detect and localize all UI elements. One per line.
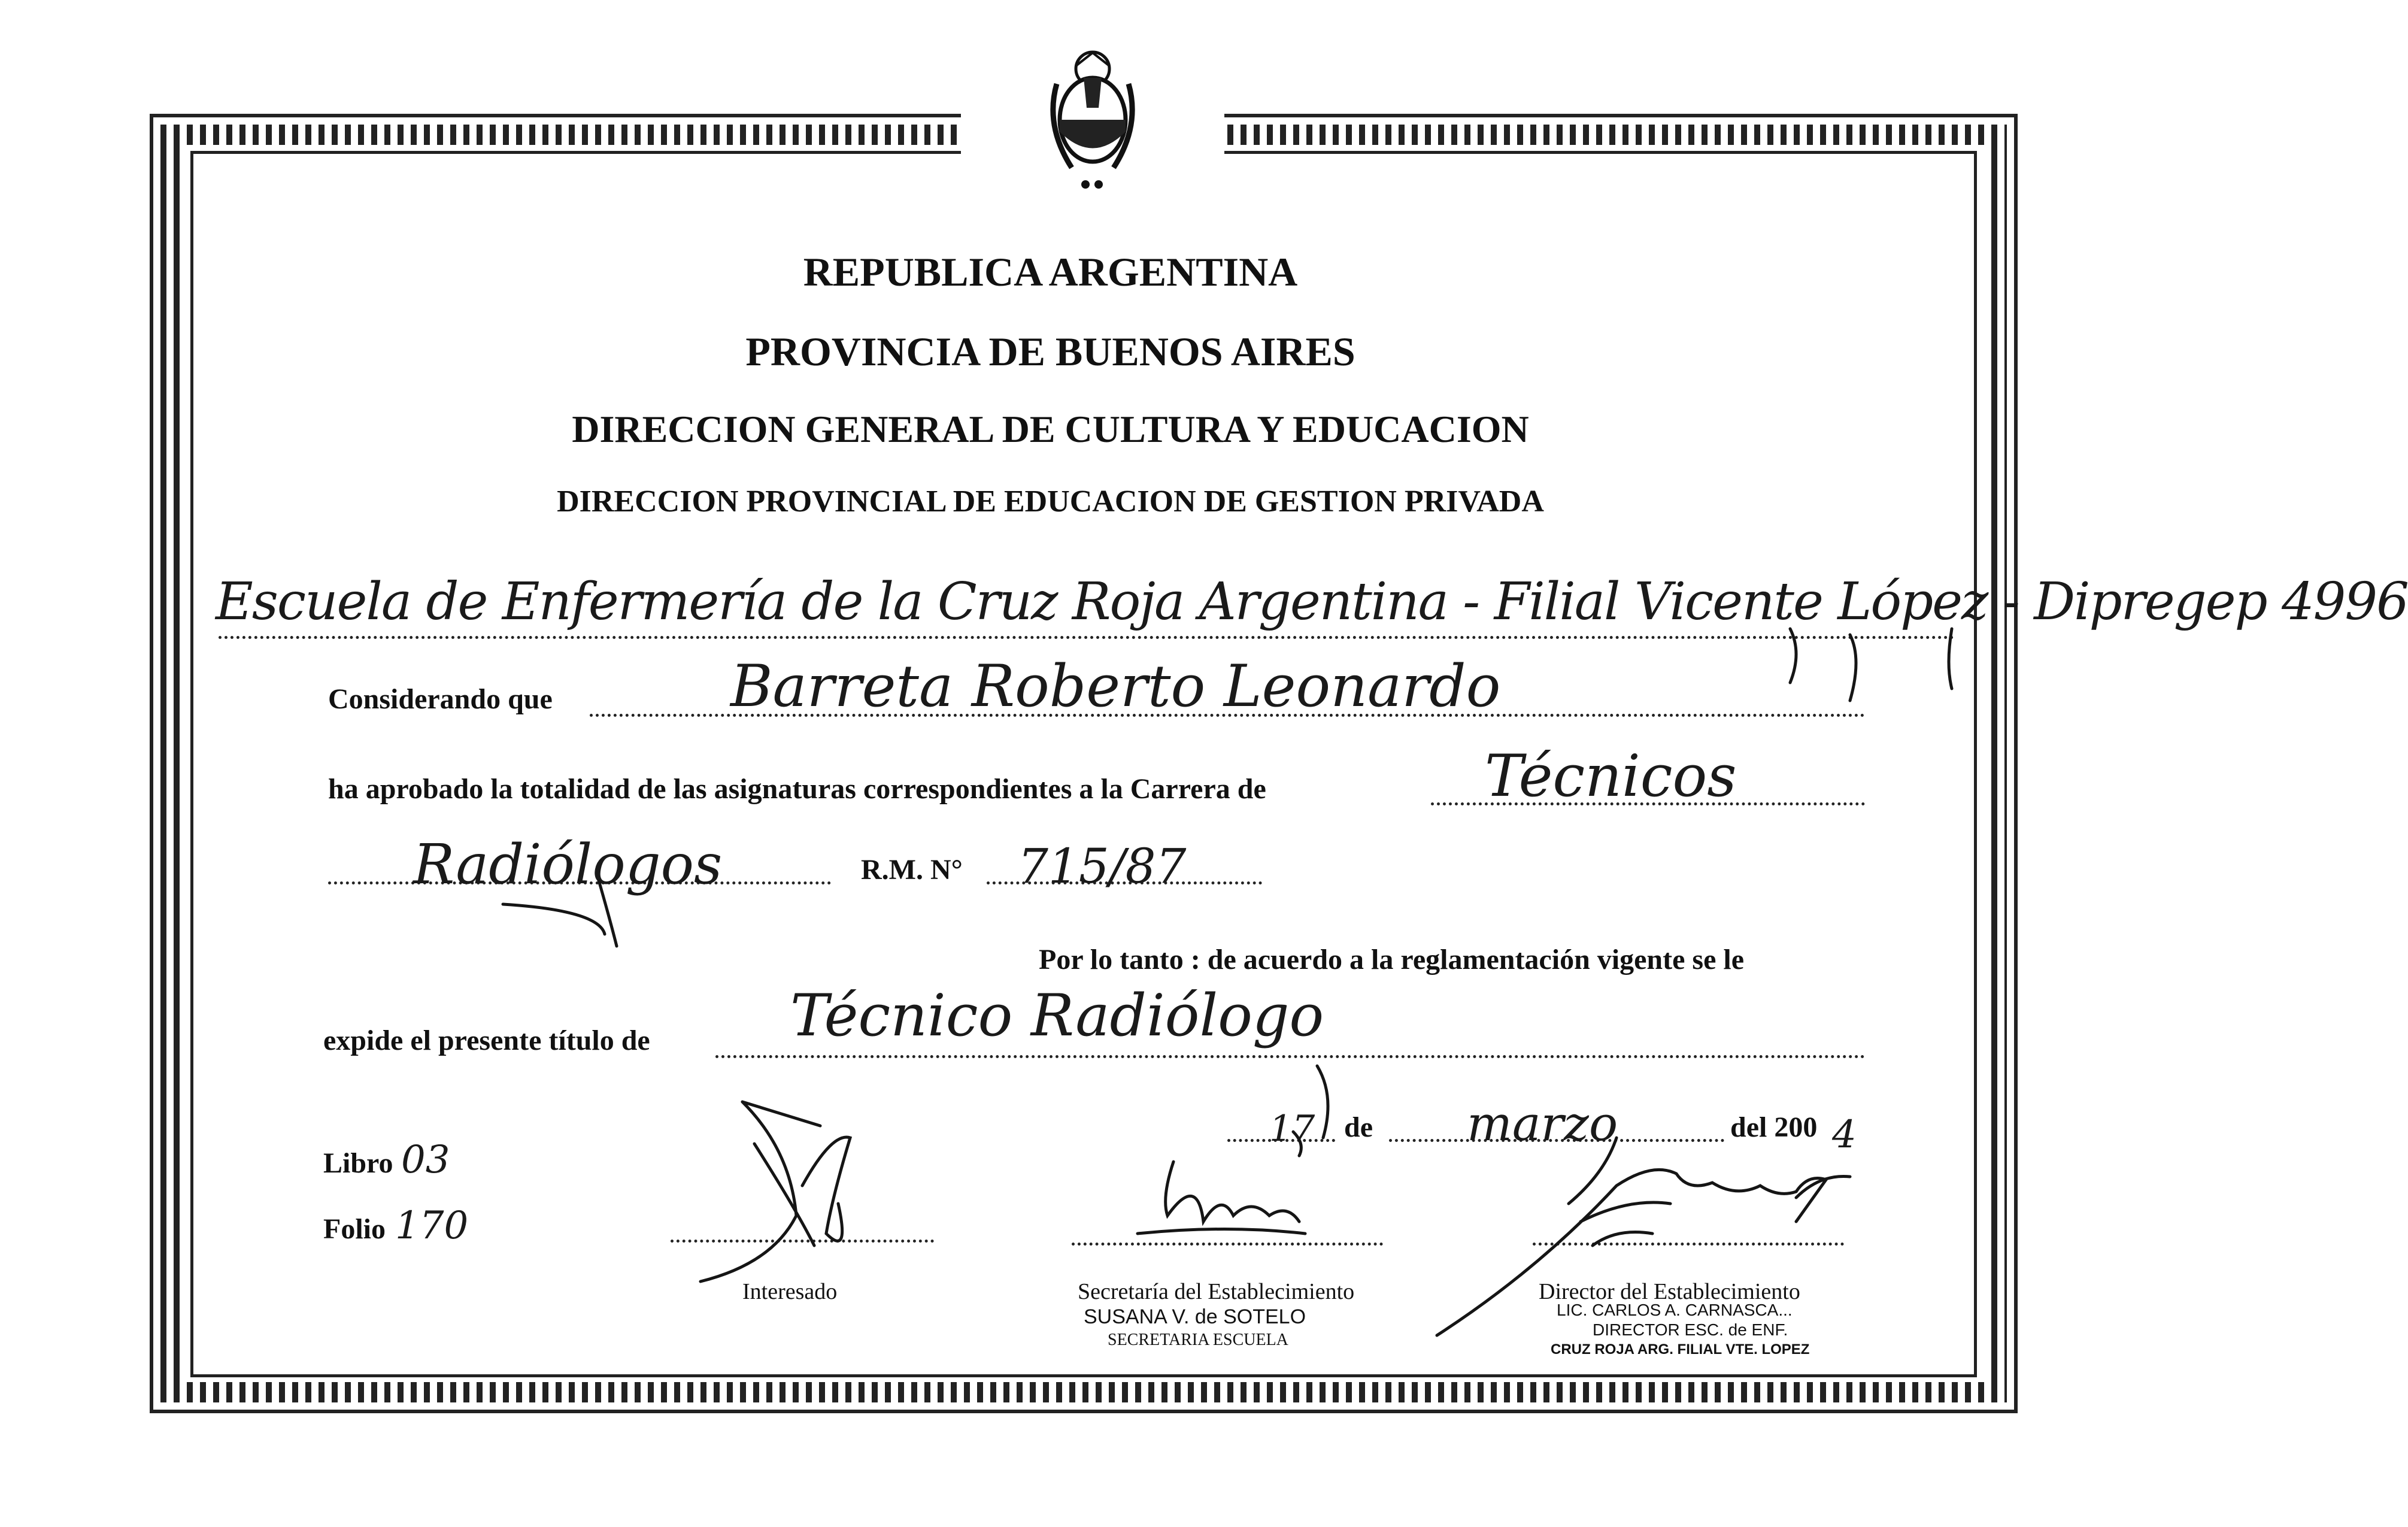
heading-directorate: DIRECCION GENERAL DE CULTURA Y EDUCACION bbox=[572, 408, 1529, 450]
therefore-text: Por lo tanto : de acuerdo a la reglamentación vigente se le bbox=[1039, 944, 1745, 975]
heading-subdirectorate: DIRECCION PROVINCIAL DE EDUCACION DE GESTION PRIVADA bbox=[557, 484, 1544, 519]
libro-label: Libro bbox=[323, 1147, 393, 1179]
folio-label: Folio bbox=[323, 1213, 386, 1245]
secretary-stamp-name: SUSANA V. de SOTELO bbox=[1084, 1305, 1306, 1328]
rm-label: R.M. N° bbox=[861, 854, 963, 886]
date-year-prefix: del 200 bbox=[1730, 1111, 1818, 1143]
libro-value: 03 bbox=[401, 1138, 450, 1182]
secretary-signature-line bbox=[1072, 1243, 1383, 1246]
interested-signature-line bbox=[671, 1240, 934, 1243]
director-stamp-org: CRUZ ROJA ARG. FILIAL VTE. LOPEZ bbox=[1551, 1341, 1810, 1358]
secretary-stamp-role: SECRETARIA ESCUELA bbox=[1108, 1331, 1288, 1349]
director-signature-line bbox=[1533, 1243, 1844, 1246]
considering-label: Considerando que bbox=[328, 683, 553, 715]
secretary-label: Secretaría del Establecimiento bbox=[1078, 1279, 1355, 1304]
heading-country: REPUBLICA ARGENTINA bbox=[803, 249, 1298, 295]
date-year-last-digit: 4 bbox=[1832, 1113, 1857, 1157]
title-dotted-line bbox=[715, 1055, 1865, 1058]
date-month: marzo bbox=[1467, 1096, 1618, 1152]
career-value-line2: Radiólogos bbox=[413, 832, 723, 896]
date-day: 17 bbox=[1269, 1108, 1315, 1150]
interested-label: Interesado bbox=[742, 1279, 838, 1304]
heading-province: PROVINCIA DE BUENOS AIRES bbox=[745, 329, 1355, 374]
date-de-label: de bbox=[1344, 1111, 1373, 1143]
graduate-name: Barreta Roberto Leonardo bbox=[730, 653, 1501, 720]
career-value-line1: Técnicos bbox=[1485, 743, 1737, 810]
career-label: ha aprobado la totalidad de las asignaturas correspondientes a la Carrera de bbox=[328, 773, 1266, 805]
director-stamp-role: DIRECTOR ESC. de ENF. bbox=[1593, 1320, 1788, 1339]
rm-value: 715/87 bbox=[1018, 838, 1187, 894]
folio-value: 170 bbox=[395, 1204, 469, 1248]
coat-of-arms-icon bbox=[1039, 42, 1147, 192]
title-label: expide el presente título de bbox=[323, 1025, 650, 1056]
school-underline bbox=[219, 636, 1955, 639]
director-stamp-name: LIC. CARLOS A. CARNASCA... bbox=[1557, 1301, 1793, 1319]
director-label: Director del Establecimiento bbox=[1539, 1279, 1800, 1304]
title-value: Técnico Radiólogo bbox=[790, 982, 1324, 1049]
school-name: Escuela de Enfermería de la Cruz Roja Argentina - Filial Vicente López - Dipregep 4996 bbox=[216, 572, 2408, 632]
